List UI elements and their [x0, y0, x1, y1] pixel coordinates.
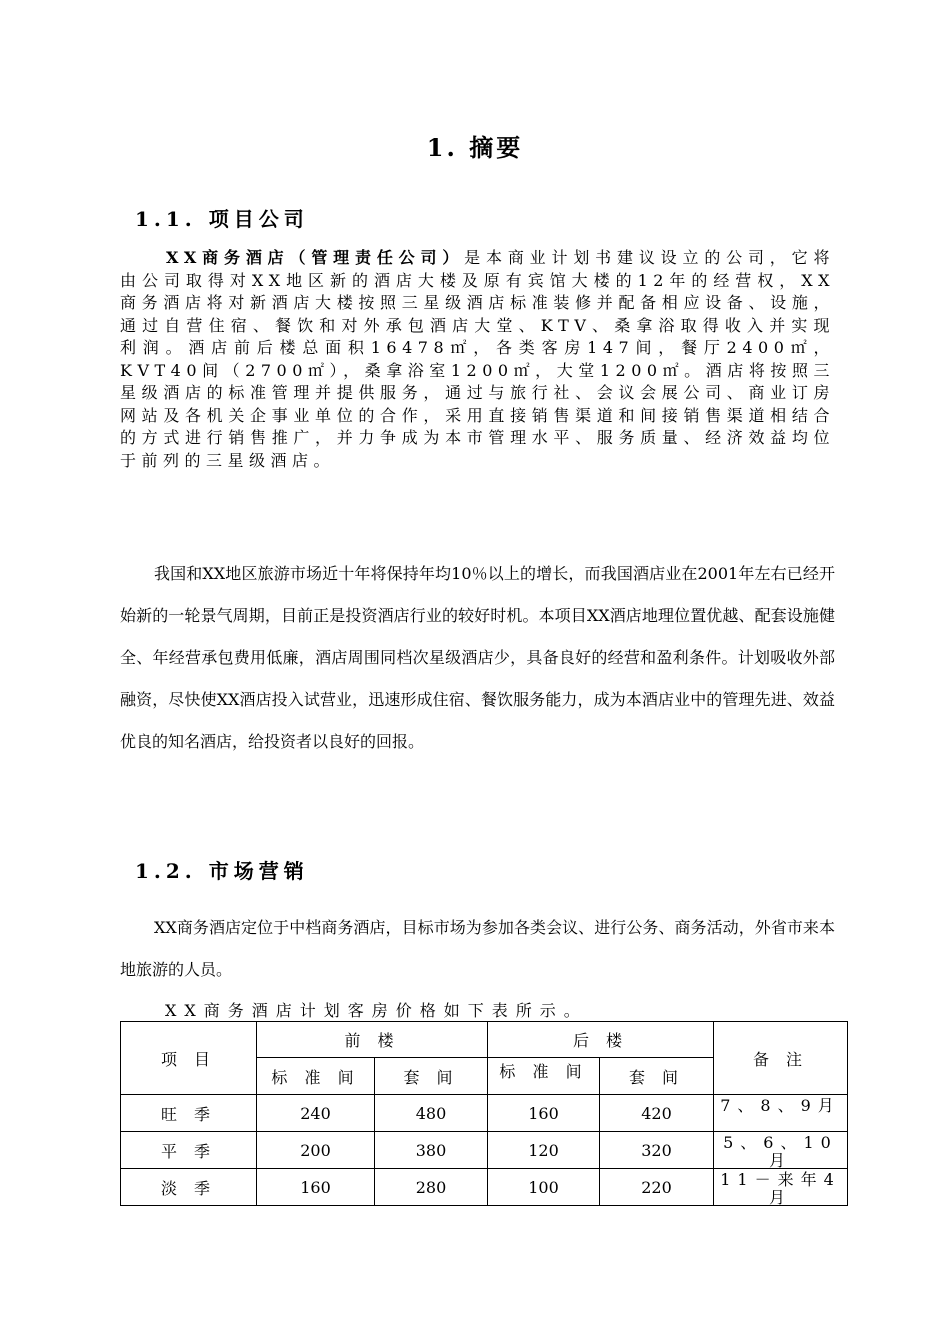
price-cell: 320 [600, 1132, 714, 1169]
header-back-standard-cell [488, 1058, 600, 1095]
heading-marketing: 1.2. 市场营销 [135, 859, 309, 883]
header-item: 项 目 [121, 1022, 257, 1095]
header-front-standard: 标 准 间 [257, 1058, 375, 1095]
remark-cell [714, 1132, 848, 1169]
table-caption: XX商务酒店计划客房价格如下表所示。 [165, 1001, 588, 1020]
paragraph-company-intro [120, 247, 835, 472]
heading-summary: 1. 摘要 [426, 133, 524, 162]
remark-cell [714, 1169, 848, 1206]
price-cell: 160 [488, 1095, 600, 1132]
header-back-building: 后 楼 [488, 1022, 714, 1058]
price-cell: 200 [257, 1132, 375, 1169]
price-cell: 240 [257, 1095, 375, 1132]
price-cell: 480 [375, 1095, 488, 1132]
paragraph-market-outlook: 我国和XX地区旅游市场近十年将保持年均10％以上的增长，而我国酒店业在2001年左右已经开始新的一轮景气周期，目前正是投资酒店行业的较好时机。本项目XX酒店地理位置优越、配套设施健全、年经营承包费用低廉，酒店周围同档次星级酒店少，具备良好的经营和盈利条件。计划吸收外部融资，尽快使XX酒店投入试营业，迅速形成住宿、餐饮服务能力，成为本酒店业中的管理先进、效益优良的知名酒店，给投资者以良好的回报。 [120, 564, 835, 751]
price-cell: 420 [600, 1095, 714, 1132]
price-cell: 280 [375, 1169, 488, 1206]
room-price-table [120, 1021, 848, 1206]
table-row [121, 1095, 848, 1132]
season-cell: 旺 季 [121, 1095, 257, 1132]
table-row [121, 1132, 848, 1169]
price-cell: 160 [257, 1169, 375, 1206]
remark-text: 5、6、10月 [723, 1133, 838, 1168]
season-cell: 淡 季 [121, 1169, 257, 1206]
company-intro-text: 是本商业计划书建议设立的公司，它将由公司取得对XX地区新的酒店大楼及原有宾馆大楼的12年的经营权，XX商务酒店将对新酒店大楼按照三星级酒店标准装修并配备相应设备、设施，通过自营住宿、餐饮和对外承包酒店大堂、KTV、桑拿浴取得收入并实现利润。酒店前后楼总面积16478㎡，各类客房147间，餐厅2400㎡，KVT40间（2700㎡），桑拿浴室1200㎡，大堂1200㎡。酒店将按照三星级酒店的标准管理并提供服务，通过与旅行社、会议会展公司、商业订房网站及各机关企事业单位的合作，采用直接销售渠道和间接销售渠道相结合的方式进行销售推广，并力争成为本市管理水平、服务质量、经济效益均位于前列的三星级酒店。 [120, 248, 835, 470]
price-cell: 220 [600, 1169, 714, 1206]
header-back-standard: 标 准 间 [499, 1061, 588, 1081]
header-front-suite: 套 间 [375, 1058, 488, 1095]
remark-text: 7、8、9月 [720, 1096, 841, 1115]
paragraph-target-market: XX商务酒店定位于中档商务酒店，目标市场为参加各类会议、进行公务、商务活动，外省市来本地旅游的人员。 [120, 918, 835, 979]
heading-project-company: 1.1. 项目公司 [135, 207, 309, 231]
header-back-suite: 套 间 [600, 1058, 714, 1095]
company-name-lead: XX商务酒店（管理责任公司） [166, 248, 465, 267]
remark-cell [714, 1095, 848, 1132]
price-cell: 120 [488, 1132, 600, 1169]
header-remark: 备 注 [714, 1022, 848, 1095]
price-cell: 100 [488, 1169, 600, 1206]
header-front-building: 前 楼 [257, 1022, 488, 1058]
table-row [121, 1169, 848, 1206]
price-cell: 380 [375, 1132, 488, 1169]
remark-text: 11－来年4月 [720, 1170, 841, 1205]
season-cell: 平 季 [121, 1132, 257, 1169]
